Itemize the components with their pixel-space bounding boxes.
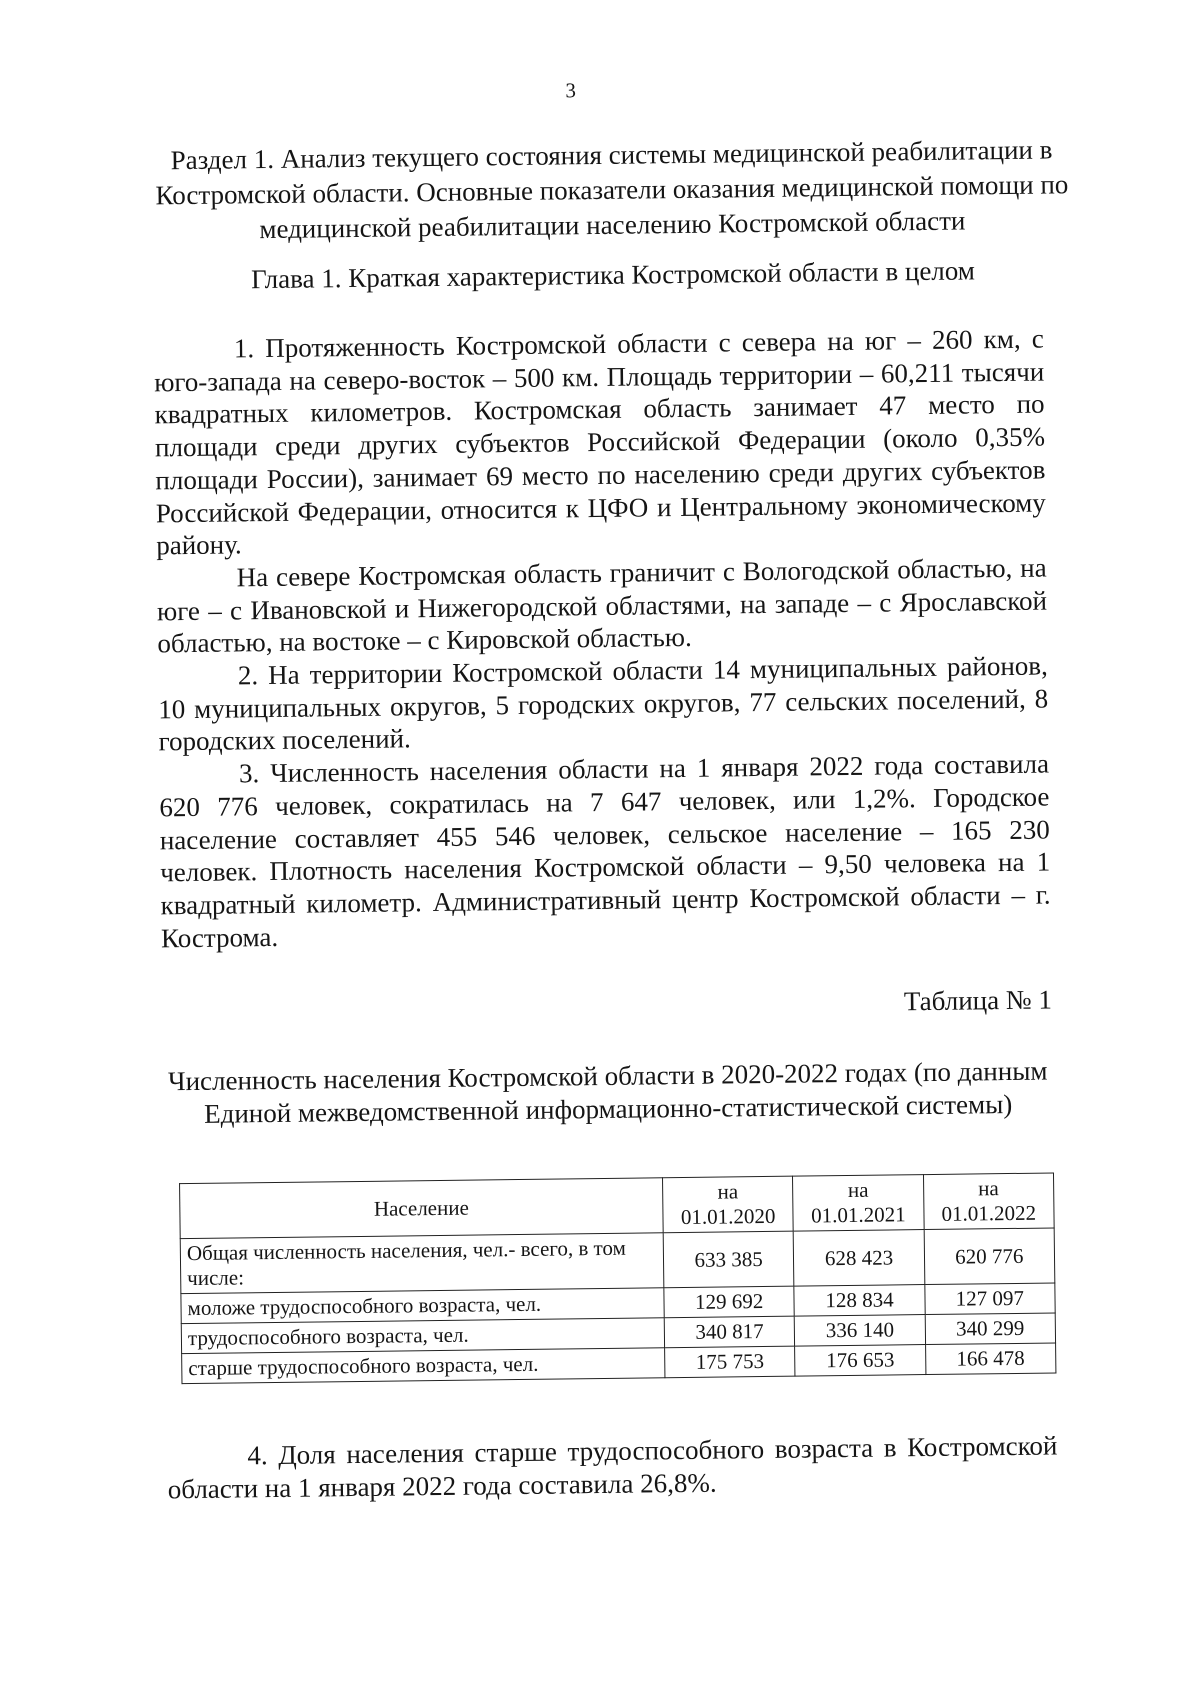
header-2022-date: 01.01.2022 — [941, 1200, 1037, 1226]
row-label: трудоспособного возраста, чел. — [181, 1318, 664, 1354]
page-number: 3 — [565, 78, 577, 103]
cell-2022: 166 478 — [925, 1343, 1056, 1375]
chapter-title: Глава 1. Краткая характеристика Костромской области в целом — [250, 255, 976, 295]
paragraph-borders: На севере Костромская область граничит с Вологодской областью, на юге – с Ивановской и Нижегородской областями, на западе – с Ярославской областью, на востоке – с Кировской областью. — [156, 552, 1048, 659]
header-population: Население — [180, 1178, 664, 1239]
section-title: Раздел 1. Анализ текущего состояния системы медицинской реабилитации в Костромской области. Основные показатели оказания медицинской помощи по медицинской реабилитации населению Костромской области — [155, 134, 1069, 245]
header-2020-on: на — [717, 1179, 739, 1204]
table-label: Таблица № 1 — [903, 984, 1053, 1017]
cell-2021: 128 834 — [794, 1285, 925, 1317]
header-2021-date: 01.01.2021 — [811, 1202, 906, 1228]
paragraph-population: 3. Численность населения области на 1 января 2022 года составила 620 776 человек, сократилась на 7 647 человек, или 1,2%. Городское население составляет 455 546 человек, сельское население – 165 230 человек. Плотность населения Костромской области – 9,50 человека на 1 квадратный километр. Административный центр Костромской области – г. Кострома. — [159, 748, 1051, 954]
cell-2021: 176 653 — [795, 1345, 926, 1377]
conclusion — [167, 1429, 1058, 1506]
table-title: Численность населения Костромской области в 2020-2022 годах (по данным Единой межведомственной информационно-статистической системы) — [167, 1055, 1048, 1129]
row-label: старше трудоспособного возраста, чел. — [182, 1348, 665, 1384]
header-2020-date: 01.01.2020 — [680, 1203, 776, 1230]
paragraph-municipalities: 2. На территории Костромской области 14 муниципальных районов, 10 муниципальных округов, 5 городских округов, 77 сельских поселений, 8 городских поселений. — [158, 650, 1049, 757]
header-2021 — [793, 1175, 924, 1232]
cell-2020: 340 817 — [664, 1316, 795, 1348]
header-2020 — [663, 1176, 794, 1233]
cell-2021: 628 423 — [793, 1230, 924, 1287]
cell-2020: 129 692 — [664, 1286, 795, 1318]
cell-2020: 633 385 — [663, 1231, 794, 1288]
paragraph-territory: 1. Протяженность Костромской области с севера на юг – 260 км, с юго-запада на северо-восток – 500 км. Площадь территории – 60,211 тысячи квадратных километров. Костромская область занимает 47 место по площади среди других субъектов Российской Федерации (около 0,35% площади России), занимает 69 место по населению среди других субъектов Российской Федерации, относится к ЦФО и Центральному экономическому району. — [154, 323, 1046, 561]
body-text — [154, 323, 1052, 955]
cell-2022: 340 299 — [925, 1313, 1056, 1345]
header-2022-on: на — [978, 1176, 999, 1201]
population-table — [179, 1172, 1056, 1384]
cell-2022: 620 776 — [924, 1228, 1055, 1285]
paragraph-elderly-share: 4. Доля населения старше трудоспособного возраста в Костромской области на 1 января 2022 года составила 26,8%. — [167, 1430, 1058, 1505]
cell-2021: 336 140 — [795, 1315, 926, 1347]
cell-2022: 127 097 — [924, 1283, 1055, 1315]
row-label: моложе трудоспособного возраста, чел. — [181, 1288, 664, 1324]
row-label: Общая численность населения, чел.- всего, в том числе: — [180, 1233, 664, 1294]
header-2021-on: на — [847, 1177, 869, 1202]
header-2022 — [923, 1173, 1054, 1230]
cell-2020: 175 753 — [665, 1346, 796, 1378]
